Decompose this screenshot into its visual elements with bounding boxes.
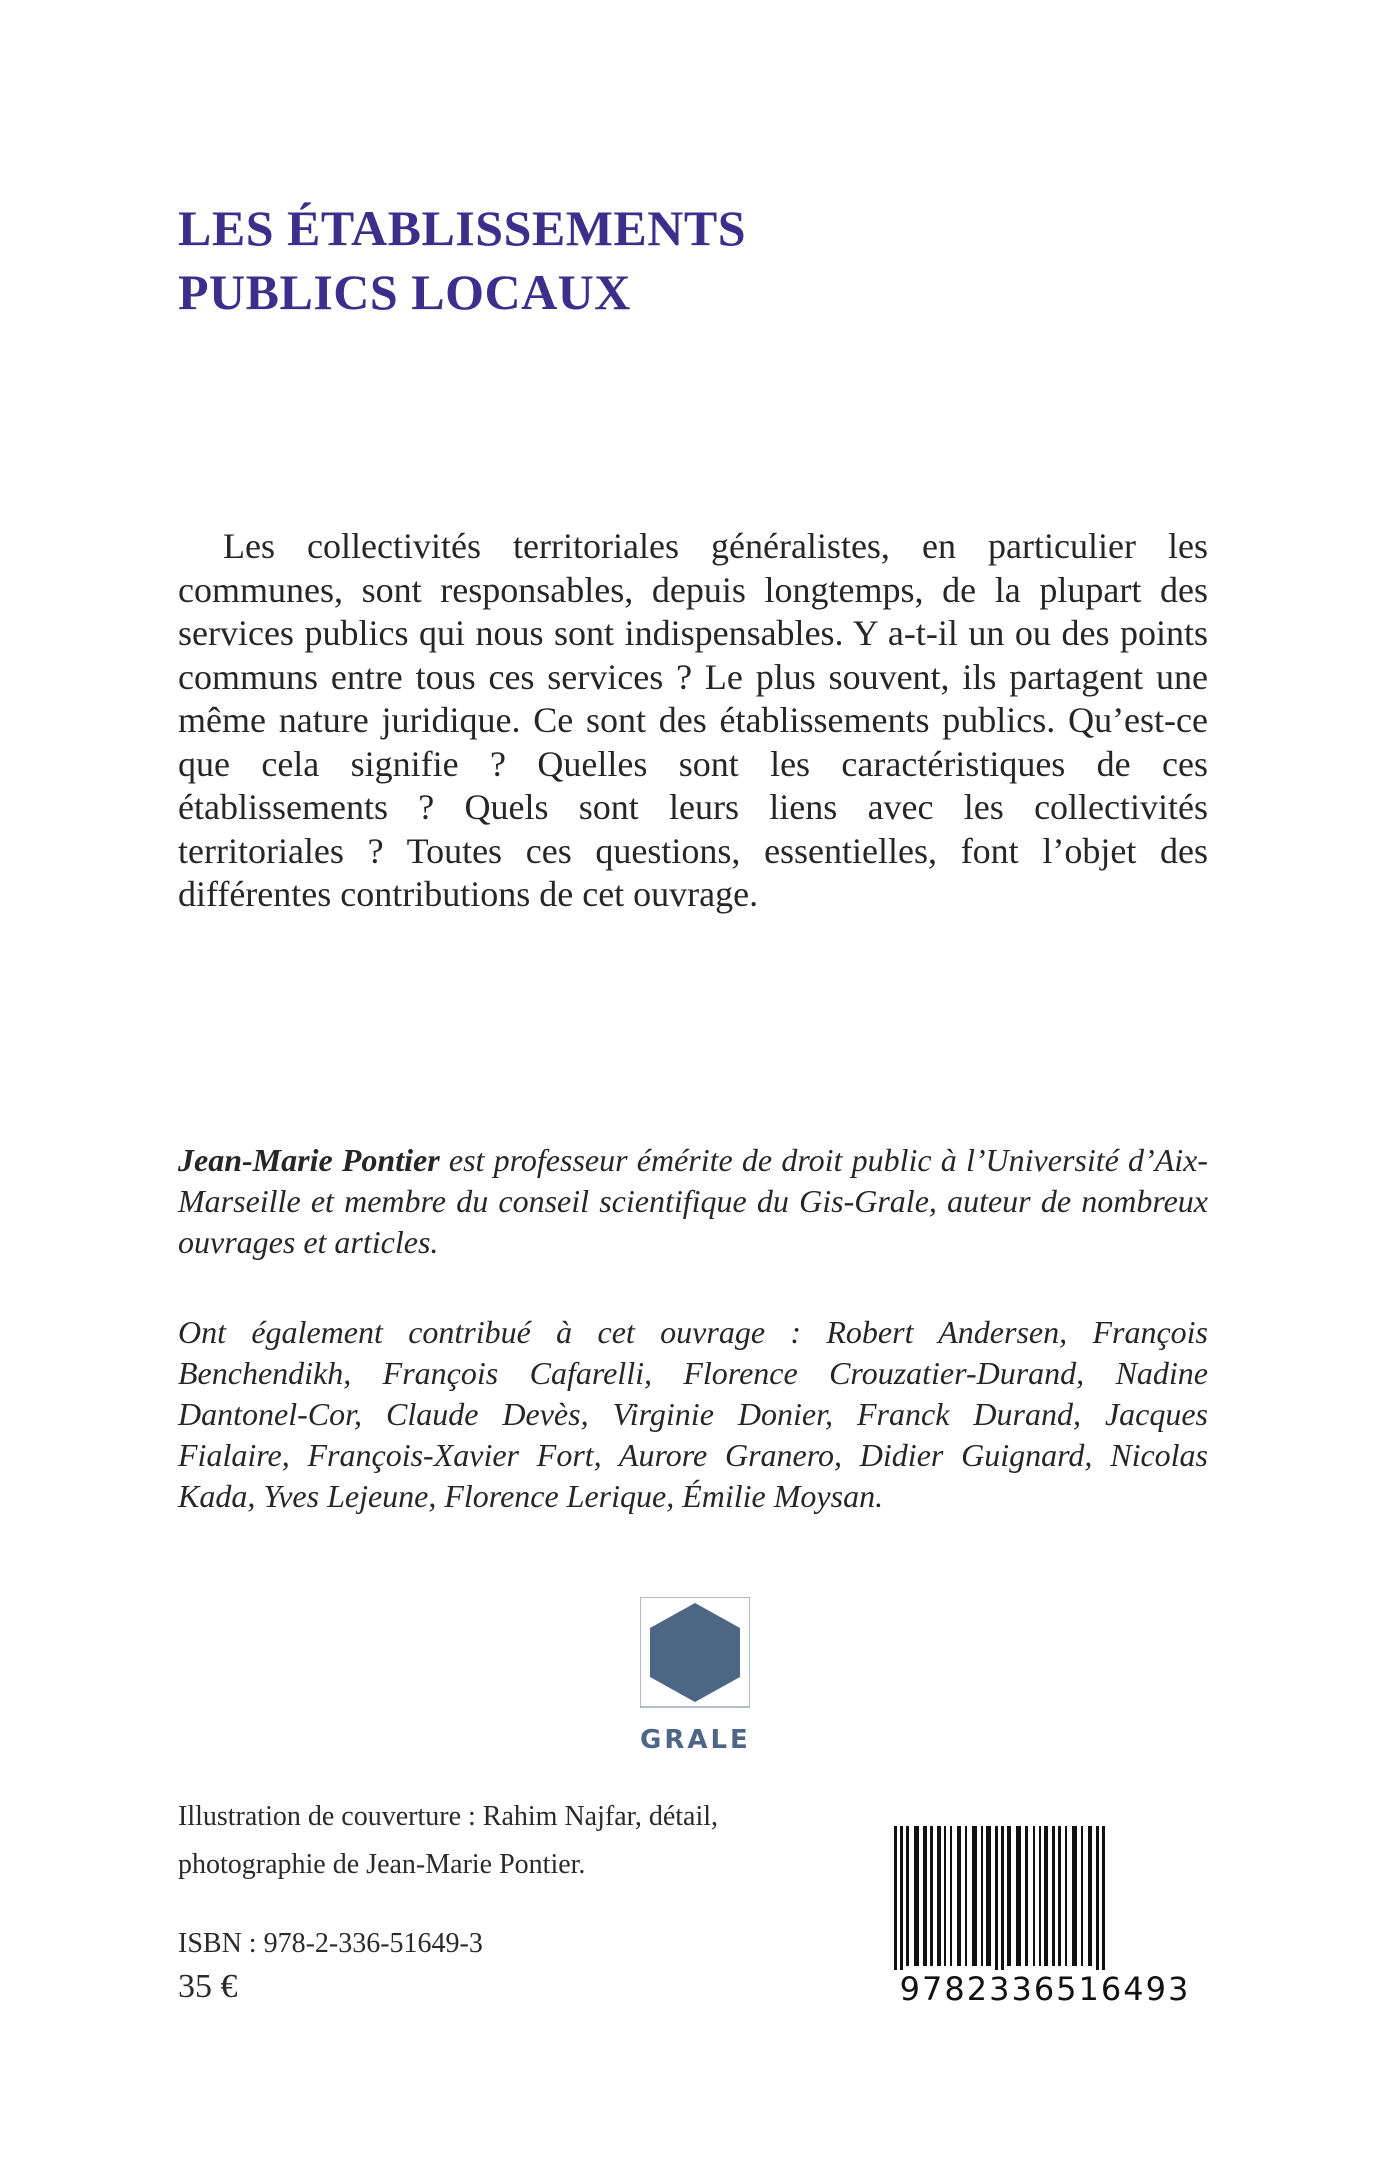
cover-credit-line-1: Illustration de couverture : Rahim Najfar, détail, [178, 1801, 719, 1832]
barcode-bar [923, 1826, 927, 1966]
barcode-bar [1025, 1826, 1028, 1966]
author-bio [178, 1140, 1208, 1263]
cover-credit-line-2: photographie de Jean-Marie Pontier. [178, 1849, 586, 1880]
barcode-bar [957, 1826, 961, 1966]
barcode-bar [972, 1826, 977, 1966]
publisher-logo [640, 1597, 750, 1755]
barcode-bar [1033, 1826, 1035, 1966]
book-title [178, 196, 746, 324]
isbn-number: ISBN : 978-2-336-51649-3 [178, 1928, 483, 1959]
barcode-bar [944, 1826, 946, 1966]
barcode-bar [1016, 1826, 1021, 1966]
barcode-number: 9782336516493 [886, 1970, 1204, 2008]
book-price: 35 € [178, 1968, 238, 2005]
barcode-bar [914, 1826, 919, 1966]
barcode-bar [906, 1826, 909, 1966]
barcode-bar [986, 1826, 991, 1966]
barcode-bar [950, 1826, 952, 1966]
barcode-bar [1007, 1826, 1011, 1966]
contributors-list: Ont également contribué à cet ouvrage : Robert Andersen, François Benchendikh, François Cafarelli, Florence Crouzatier-Durand, Nadine Dantonel-Cor, Claude Devès, Virginie Donier, Franck Durand, Jacques Fialaire, François-Xavier Fort, Aurore Granero, Didier Guignard, Nicolas Kada, Yves Lejeune, Florence Lerique, Émilie Moysan. [178, 1314, 1208, 1514]
isbn-block [178, 1926, 483, 2012]
grale-hexagon-icon [640, 1597, 750, 1717]
barcode-bar [965, 1826, 967, 1966]
barcode-bar [1058, 1826, 1061, 1966]
author-bio-text: est professeur émérite de droit public à l’Université d’Aix-Marseille et membre du conseil scientifique du Gis-Grale, auteur de nombreux ouvrages et articles. [178, 1142, 1209, 1260]
barcode-bar [930, 1826, 933, 1966]
barcode-bar [1039, 1826, 1041, 1966]
barcode-bar [1052, 1826, 1055, 1966]
barcode-bar [1081, 1826, 1083, 1966]
barcode-bar [981, 1826, 983, 1966]
book-title-line-1: LES ÉTABLISSEMENTS [178, 200, 747, 256]
book-description: Les collectivités territoriales généralistes, en particulier les communes, sont responsables, depuis longtemps, de la plupart des services publics qui nous sont indispensables. Y a-t-il un ou des points communs entre tous ces services ? Le plus souvent, ils partagent une même nature juridique. Ce sont des établissements publics. Qu’est-ce que cela signifie ? Quelles sont les caractéristiques de ces établissements ? Quels sont leurs liens avec les collectivités territoriales ? Toutes ces questions, essentielles, font l’objet des différentes contributions de cet ouvrage. [178, 526, 1208, 914]
publisher-logo-label: GRALE [640, 1725, 751, 1755]
book-title-line-2: PUBLICS LOCAUX [178, 264, 631, 320]
barcode-bar [1088, 1826, 1092, 1966]
barcode-bar [1065, 1826, 1067, 1966]
author-name: Jean-Marie Pontier [178, 1142, 440, 1178]
cover-credit [178, 1793, 718, 1889]
barcode-bar [937, 1826, 941, 1966]
barcode-bar [1044, 1826, 1048, 1966]
barcode-bar [1072, 1826, 1077, 1966]
